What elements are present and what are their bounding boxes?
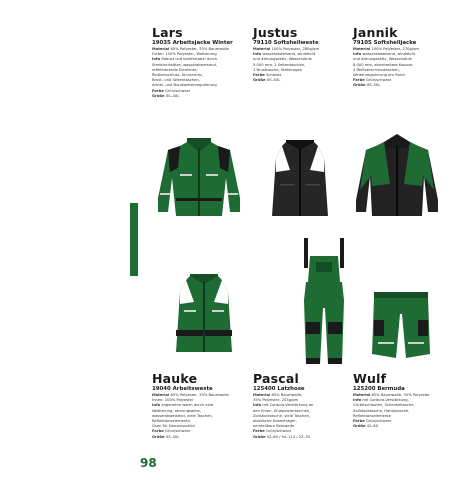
detail-text: 65% Polyester, 35% Baumwolle	[170, 47, 229, 51]
detail-text: elastische Hosenträger,	[253, 419, 297, 424]
detail-text: Futter: 100% Polyester, Wattierung	[152, 52, 217, 57]
product-details	[152, 47, 252, 99]
detail-text: XS–4XL	[165, 434, 180, 439]
detail-label: Info	[353, 398, 362, 403]
product-entry-pascal	[253, 372, 353, 440]
softshell-vest-image	[268, 140, 332, 220]
detail-label: Material	[152, 393, 170, 397]
detail-line	[152, 435, 252, 440]
detail-text: mit Cordura-Verstärkung an	[262, 403, 314, 408]
detail-text: 65% Baumwolle, 35% Polyester	[371, 393, 430, 397]
product-details	[253, 47, 353, 83]
product-code: 79105 Softshelljacke	[353, 40, 417, 46]
detail-text: Ärmel- und Bundweitenregulierung	[152, 83, 217, 88]
product-code: 19040 Arbeitsweste	[152, 386, 213, 392]
detail-line	[152, 94, 252, 99]
detail-line	[353, 83, 453, 88]
detail-text: 1 Brusttasche, Stehkragen	[253, 67, 303, 72]
product-entry-justus	[253, 26, 353, 83]
detail-label: Größe	[353, 83, 366, 88]
detail-text: Ösen für Namensschild	[152, 424, 195, 429]
detail-text: und atmungsaktiv, Wassersäule	[353, 57, 412, 62]
product-name: Wulf	[353, 371, 387, 386]
detail-text: XS–4XL	[165, 93, 180, 98]
product-name: Lars	[152, 25, 183, 40]
detail-text: Grün/schwarz	[164, 88, 191, 93]
detail-text: Grün/schwarz	[265, 429, 292, 434]
detail-text: 5.000 mm, 2 Seitentaschen,	[253, 62, 306, 67]
detail-label: Material	[353, 393, 371, 397]
detail-label: Größe	[152, 434, 165, 439]
detail-text: 65% Baumwolle,	[271, 393, 303, 397]
bermuda-shorts-image	[370, 292, 432, 364]
detail-text: angenehm warm durch eine	[161, 403, 214, 408]
detail-label: Größe	[253, 78, 266, 83]
detail-text: 4 Reißverschlusstaschen,	[353, 67, 400, 72]
detail-text: Innen: 100% Polyester	[152, 398, 194, 403]
product-code: 125200 Bermuda	[353, 386, 405, 392]
detail-label: Farbe	[353, 419, 365, 424]
product-entry-jannik	[353, 26, 453, 89]
detail-text: Grün/schwarz	[365, 78, 392, 83]
detail-label: Größe	[253, 434, 266, 439]
detail-text: wasserabweisend, viele Taschen,	[152, 413, 213, 418]
detail-label: Material	[253, 393, 271, 397]
product-name: Pascal	[253, 371, 300, 386]
detail-label: Größe	[353, 424, 366, 429]
detail-text: wasserabweisend, winddicht	[262, 52, 316, 57]
detail-text: 65% Polyester, 35% Baumwolle	[170, 393, 229, 397]
detail-line	[353, 424, 453, 429]
detail-text: den Knien, Kniepolstertaschen,	[253, 408, 311, 413]
detail-text: Zollstocktasche, viele Taschen,	[253, 413, 311, 418]
product-details	[353, 393, 453, 429]
detail-line	[253, 435, 353, 440]
product-entry-wulf	[353, 372, 453, 429]
detail-label: Material	[152, 47, 170, 51]
detail-text: Zollstocktasche, Handytasche,	[353, 408, 410, 413]
product-entry-hauke	[152, 372, 252, 440]
detail-text: verstellbare Beinweite	[253, 424, 295, 429]
detail-text: 42–60 / 94–114 / 23–30	[266, 434, 310, 439]
detail-text: 35% Polyester, 245g/qm	[253, 398, 299, 403]
detail-label: Farbe	[253, 73, 265, 78]
detail-label: Material	[353, 47, 371, 51]
detail-text: Reflektionselemente	[353, 413, 391, 418]
detail-text: Reflektionselemente,	[152, 419, 192, 424]
product-name: Jannik	[353, 25, 398, 40]
detail-line	[253, 78, 353, 83]
page-number: 98	[140, 456, 157, 470]
product-code: 79110 Softshellweste	[253, 40, 319, 46]
detail-text: Reißverschluss, Kinnschutz,	[152, 73, 204, 78]
product-details	[253, 393, 353, 440]
detail-text: XS–5XL	[266, 78, 281, 83]
detail-label: Material	[253, 47, 271, 51]
product-details	[353, 47, 453, 89]
detail-label: Info	[152, 57, 161, 62]
detail-label: Farbe	[152, 88, 164, 93]
detail-text: Wattierung, atmungsaktiv,	[152, 408, 202, 413]
detail-text: Grün/schwarz	[164, 429, 191, 434]
detail-text: Grün/schwarz	[365, 419, 392, 424]
work-vest-image	[170, 274, 238, 356]
product-entry-lars	[152, 26, 252, 99]
detail-text: Brust- und Seitentaschen,	[152, 78, 200, 83]
softshell-jacket-image	[354, 134, 440, 220]
product-name: Hauke	[152, 371, 198, 386]
detail-label: Info	[253, 52, 262, 57]
product-code: 19035 Arbeitsjacke Winter	[152, 40, 233, 46]
product-details	[152, 393, 252, 440]
detail-text: und atmungsaktiv, Wassersäule	[253, 57, 312, 62]
detail-text: Stretcheinsätze, wasserabweisend,	[152, 62, 217, 67]
detail-text: XS–5XL	[366, 83, 381, 88]
detail-text: Weitenregulierung am Bund	[353, 73, 405, 78]
bib-overalls-image	[296, 238, 352, 368]
detail-text: mit Cordura-Verstärkung,	[362, 398, 409, 403]
detail-text: Robust und komfortabel durch	[161, 57, 218, 62]
winter-jacket-image	[150, 138, 248, 220]
detail-text: Gürtelschlaufen, Schenkeltasche,	[353, 403, 415, 408]
detail-text: 100% Polyester, 270g/qm	[371, 47, 420, 51]
detail-label: Größe	[152, 93, 165, 98]
detail-label: Farbe	[152, 429, 164, 434]
detail-text: wasserabweisend, winddicht	[362, 52, 416, 57]
detail-label: Farbe	[253, 429, 265, 434]
product-code: 125400 Latzhose	[253, 386, 305, 392]
detail-label: Info	[253, 403, 262, 408]
detail-text: 100% Polyester, 280g/qm	[271, 47, 320, 51]
section-tab-marker	[130, 203, 138, 276]
detail-text: 42–60	[366, 424, 378, 429]
detail-label: Farbe	[353, 78, 365, 83]
detail-text: 8.000 mm, abnehmbare Kapuze,	[353, 62, 414, 67]
detail-label: Info	[353, 52, 362, 57]
detail-text: Schwarz	[265, 73, 282, 78]
detail-text: reflektierende Elemente,	[152, 67, 198, 72]
detail-label: Info	[152, 403, 161, 408]
product-name: Justus	[253, 25, 298, 40]
